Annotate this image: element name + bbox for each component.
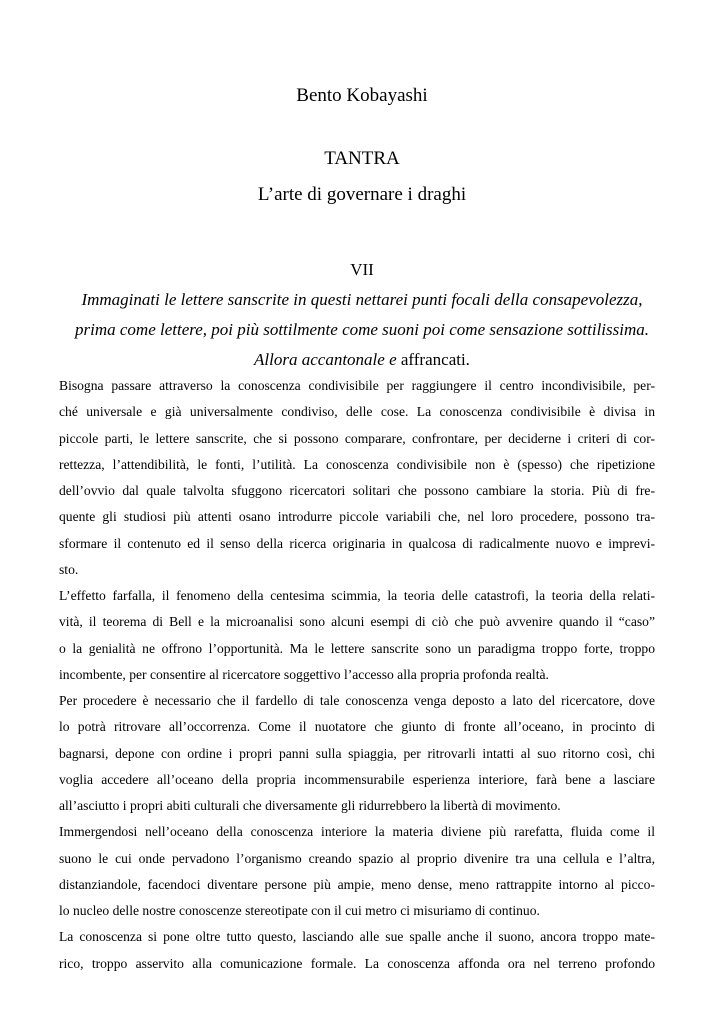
text-line: vità, il teorema di Bell e la microanalisi sono alcuni esempi di ciò che può avvenire quando il “caso” (59, 614, 655, 630)
paragraph (59, 924, 655, 977)
text-line: incombente, per consentire al ricercatore soggettivo l’accesso alla propria profonda realtà. (59, 666, 549, 682)
epigraph-line: prima come lettere, poi più sottilmente come suoni poi come sensazione sottilissima. (75, 320, 649, 339)
text-line: lo potrà ritrovare all’occorrenza. Come il nuotatore che giunto di fronte all’oceano, in procinto di (59, 719, 655, 735)
epigraph-line: Immaginati le lettere sanscrite in questi nettarei punti focali della consapevolezza, (81, 290, 643, 309)
paragraph (59, 819, 655, 924)
book-title: TANTRA (324, 148, 400, 169)
text-line: sto. (59, 561, 79, 577)
text-line: lo nucleo delle nostre conoscenze stereotipate con il cui metro ci misuriamo di continuo. (59, 903, 540, 918)
text-line: quente gli studiosi più attenti osano introdurre piccole variabili che, nel loro procedere, possono tra- (59, 509, 655, 525)
body-text (59, 373, 655, 977)
text-line: Per procedere è necessario che il fardello di tale conoscenza venga deposto a lato del ricercatore, dove (59, 693, 655, 708)
text-line: L’effetto farfalla, il fenomeno della centesima scimmia, la teoria delle catastrofi, la teoria della relati- (59, 588, 655, 603)
text-line: bagnarsi, depone con ordine i propri panni sulla spiaggia, per ritrovarli intatti al suo ritorno così, chi (59, 745, 655, 761)
chapter-number: VII (350, 260, 374, 279)
text-line: voglia accedere all’oceano della propria incommensurabile esperienza interiore, farà bene a lasciare (59, 771, 655, 787)
text-line: dell’ovvio dal quale talvolta sfuggono ricercatori solitari che possono cambiare la storia. Più di fre- (59, 483, 655, 498)
text-line: La conoscenza si pone oltre tutto questo, lasciando alle sue spalle anche il suono, ancora troppo mate- (59, 929, 655, 945)
author-name: Bento Kobayashi (296, 85, 428, 106)
text-line: o la genialità ne offrono l’opportunità. Ma le lettere sanscrite sono un paradigma troppo forte, troppo (59, 640, 655, 656)
paragraph (59, 373, 655, 583)
text-line: Bisogna passare attraverso la conoscenza condivisibile per raggiungere il centro incondivisibile, per- (59, 378, 655, 393)
text-line: ché universale e già universalmente condiviso, delle cose. La conoscenza condivisibile è divisa in (59, 404, 655, 420)
epigraph-italic-text: Allora accantonale (254, 350, 390, 369)
text-line: sformare il contenuto ed il senso della ricerca originaria in qualcosa di radicalmente nuovo e imprevi- (59, 535, 655, 551)
epigraph-italic-text: e (389, 350, 397, 369)
paragraph (59, 688, 655, 819)
text-line: rico, troppo asservito alla comunicazione formale. La conoscenza affonda ora nel terreno profondo (59, 955, 655, 971)
text-line: piccole parti, le lettere sanscrite, che si possono comparare, confrontare, per deciderne i criteri di cor- (59, 430, 655, 446)
text-line: distanziandole, facendoci diventare persone più ampie, meno dense, meno rattrappite intorno al picco- (59, 876, 655, 892)
epigraph-roman-text: affrancati. (396, 350, 470, 369)
paragraph (59, 583, 655, 688)
book-subtitle: L’arte di governare i draghi (257, 184, 467, 205)
text-line: suono le cui onde pervadono l’organismo creando spazio al proprio divenire tra una cellula e l’altra, (59, 850, 655, 866)
text-line: all’asciutto i propri abiti culturali che diversamente gli ridurrebbero la libertà di movimento. (59, 798, 561, 813)
text-line: Immergendosi nell’oceano della conoscenza interiore la materia diviene più rarefatta, fluida come il (59, 824, 655, 840)
epigraph-line (0, 350, 724, 370)
text-line: rettezza, l’attendibilità, le fonti, l’utilità. La conoscenza condivisibile non è (spesso) che ripetizione (59, 456, 655, 472)
